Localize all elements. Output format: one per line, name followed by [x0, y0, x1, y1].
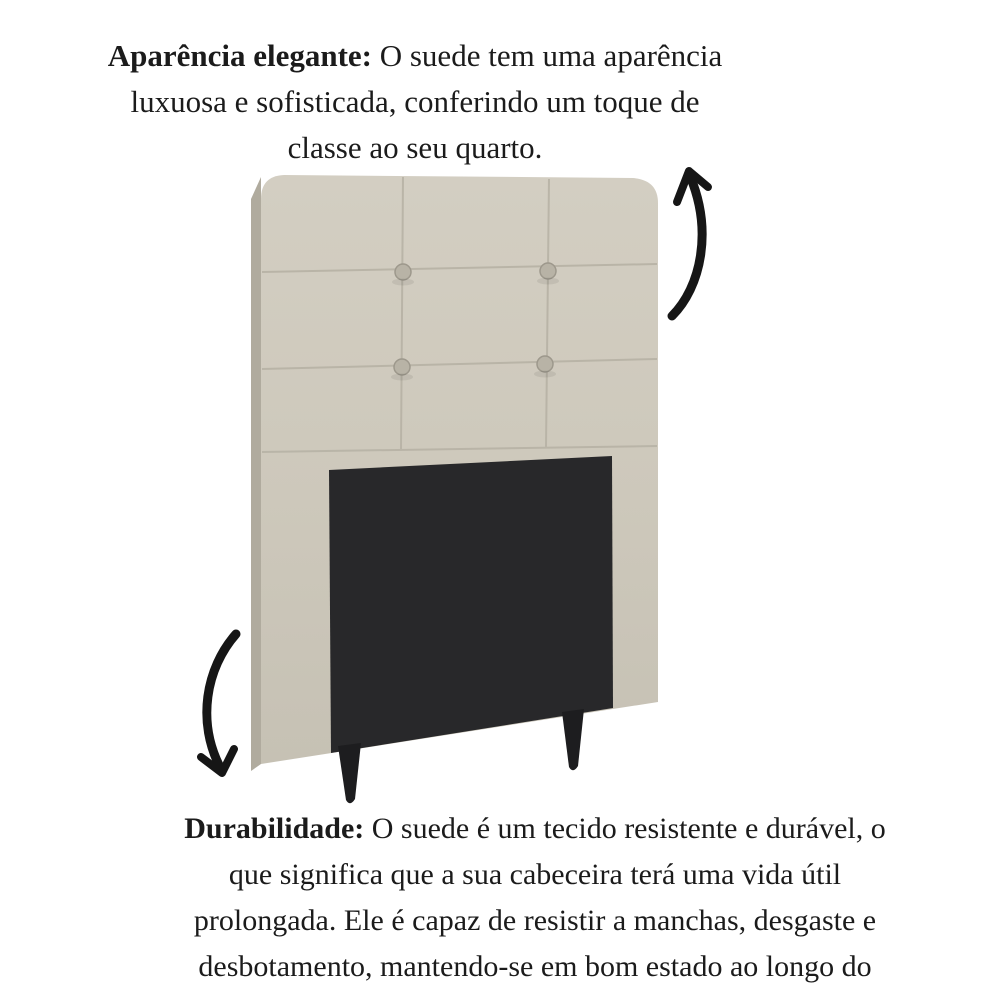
feature-bottom-body-4: desbotamento, mantendo-se em bom estado ao longo do [198, 950, 872, 983]
feature-bottom-body-3: prolongada. Ele é capaz de resistir a manchas, desgaste e [193, 904, 877, 937]
button-icon [394, 359, 410, 375]
headboard-leg-left [338, 743, 361, 803]
feature-bottom-body-2: que significa que a sua cabeceira terá uma vida útil [228, 858, 842, 891]
feature-top-body-1: O suede tem uma aparência [371, 38, 723, 73]
button-icon [537, 356, 553, 372]
button-icon [540, 263, 556, 279]
back-panel [329, 456, 613, 753]
feature-top-line-3 [0, 125, 830, 171]
headboard [251, 175, 658, 803]
feature-text-elegance [0, 33, 830, 171]
feature-top-body-2: luxuosa e sofisticada, conferindo um toque de [130, 84, 700, 119]
button-icon [395, 264, 411, 280]
feature-bottom-line-2 [70, 852, 1000, 898]
curved-arrow-down-icon [201, 634, 236, 773]
feature-bottom-line-4 [70, 944, 1000, 990]
headboard-side-edge [251, 177, 261, 771]
feature-top-body-3: classe ao seu quarto. [287, 130, 543, 165]
feature-top-line-2 [0, 79, 830, 125]
feature-top-heading: Aparência elegante: [107, 38, 372, 73]
headboard-leg-right [562, 709, 584, 770]
feature-bottom-heading: Durabilidade: [184, 812, 365, 845]
feature-bottom-line-1 [70, 806, 1000, 852]
feature-bottom-body-1: O suede é um tecido resistente e durável, o [364, 812, 886, 845]
feature-top-line-1 [0, 33, 830, 79]
feature-bottom-line-3 [70, 898, 1000, 944]
feature-text-durability [70, 806, 1000, 990]
curved-arrow-up-icon [672, 171, 708, 316]
